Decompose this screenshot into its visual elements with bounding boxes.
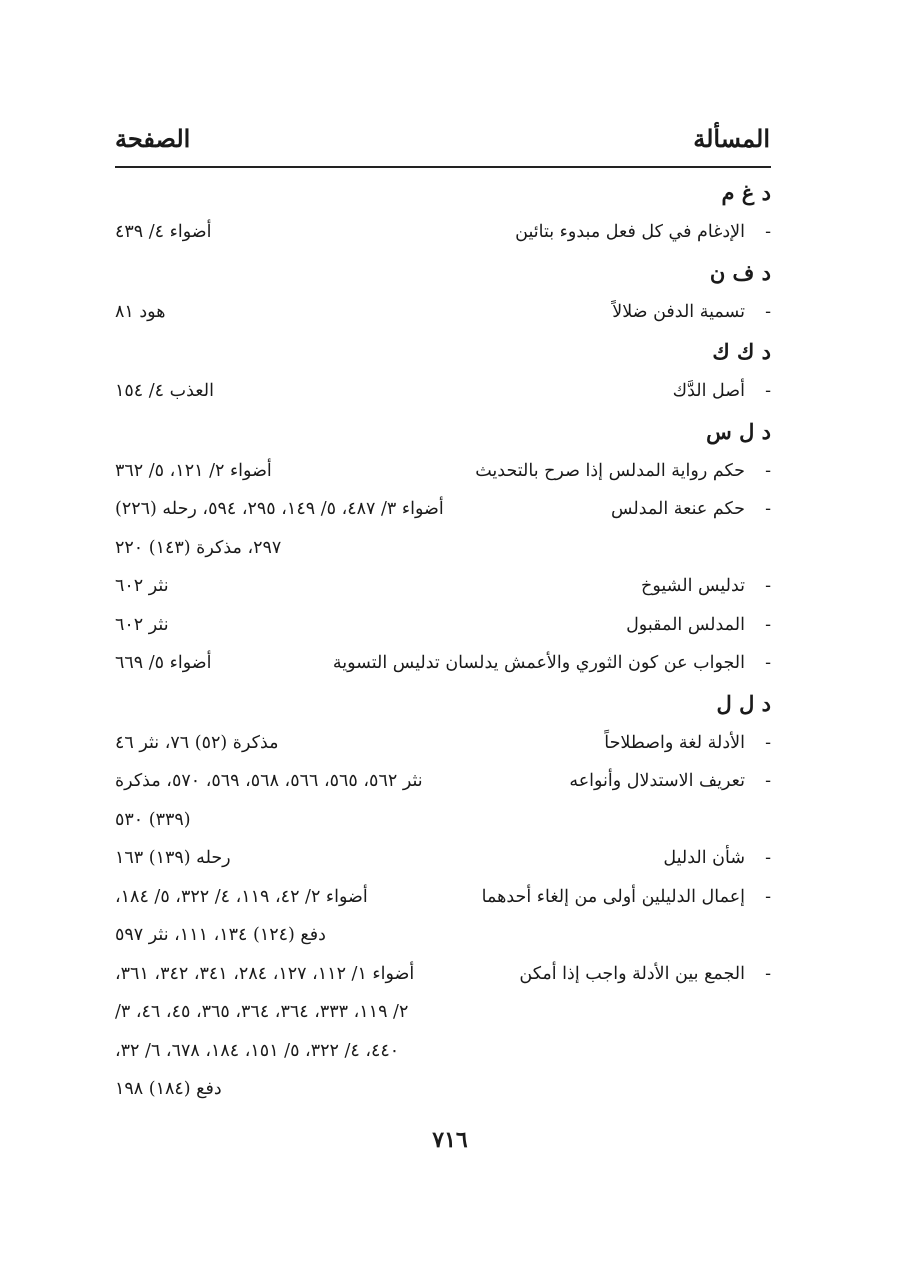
entry-reference: مذكرة (٥٢) ٧٦، نثر ٤٦ bbox=[115, 732, 279, 753]
root-heading: د ك ك bbox=[712, 339, 771, 364]
index-entry bbox=[115, 955, 771, 994]
index-entry bbox=[115, 724, 771, 763]
index-entry bbox=[115, 878, 771, 917]
index-entry bbox=[115, 839, 771, 878]
entry-reference: أضواء ٢/ ٤٢، ١١٩، ٤/ ٣٢٢، ٥/ ١٨٤، bbox=[115, 886, 368, 907]
reference-continuation bbox=[115, 801, 771, 840]
header-page-label: الصفحة bbox=[115, 124, 191, 153]
continuation-text: (٣٣٩) ٥٣٠ bbox=[115, 809, 191, 830]
entry-topic: المدلس المقبول bbox=[626, 614, 745, 635]
entry-dash: - bbox=[765, 653, 771, 673]
entry-dash: - bbox=[765, 499, 771, 519]
entry-reference: هود ٨١ bbox=[115, 301, 166, 322]
entry-topic: تعريف الاستدلال وأنواعه bbox=[569, 771, 745, 791]
entry-dash: - bbox=[765, 963, 771, 984]
page-header bbox=[115, 124, 770, 164]
index-entry bbox=[115, 490, 771, 529]
index-entry bbox=[115, 567, 771, 606]
entry-reference: العذب ٤/ ١٥٤ bbox=[115, 381, 214, 401]
entry-dash: - bbox=[765, 301, 771, 322]
entry-dash: - bbox=[765, 771, 771, 791]
header-rule bbox=[115, 166, 771, 168]
index-entry bbox=[115, 452, 771, 491]
entry-topic: الجمع بين الأدلة واجب إذا أمكن bbox=[519, 963, 745, 984]
entry-reference: أضواء ٢/ ١٢١، ٥/ ٣٦٢ bbox=[115, 460, 272, 481]
continuation-text: دفع (١٢٤) ١٣٤، ١١١، نثر ٥٩٧ bbox=[115, 925, 326, 945]
reference-continuation bbox=[115, 916, 771, 955]
index-entry bbox=[115, 372, 771, 411]
entry-topic: أصل الدَّك bbox=[672, 381, 745, 401]
index-entry bbox=[115, 644, 771, 683]
entry-topic: تسمية الدفن ضلالاً bbox=[612, 301, 745, 322]
page-number: ٧١٦ bbox=[432, 1127, 468, 1153]
continuation-text: ٢/ ١١٩، ٣٣٣، ٣٦٤، ٣٦٤، ٣٦٥، ٤٥، ٤٦، ٣/ bbox=[115, 1002, 409, 1022]
entry-reference: رحله (١٣٩) ١٦٣ bbox=[115, 848, 231, 868]
continuation-text: ٢٩٧، مذكرة (١٤٣) ٢٢٠ bbox=[115, 537, 282, 558]
entry-topic: الإدغام في كل فعل مبدوء بتائين bbox=[515, 222, 745, 242]
reference-continuation bbox=[115, 1070, 771, 1109]
entry-dash: - bbox=[765, 222, 771, 242]
root-heading: د غ م bbox=[721, 180, 771, 205]
entry-reference: أضواء ٣/ ٤٨٧، ٥/ ١٤٩، ٢٩٥، ٥٩٤، رحله (٢٢٦) bbox=[115, 499, 444, 519]
entry-reference: أضواء ١/ ١١٢، ١٢٧، ٢٨٤، ٣٤١، ٣٤٢، ٣٦١، bbox=[115, 963, 415, 984]
reference-continuation bbox=[115, 993, 771, 1032]
root-heading: د ل س bbox=[706, 418, 771, 444]
root-heading: د ف ن bbox=[709, 259, 771, 285]
entry-reference: نثر ٦٠٢ bbox=[115, 614, 169, 635]
entry-dash: - bbox=[765, 460, 771, 481]
entry-reference: نثر ٦٠٢ bbox=[115, 576, 169, 596]
index-entry bbox=[115, 606, 771, 645]
continuation-text: ٤٤٠، ٤/ ٣٢٢، ٥/ ١٥١، ١٨٤، ٦٧٨، ٦/ ٣٢، bbox=[115, 1040, 400, 1061]
entry-dash: - bbox=[765, 886, 771, 907]
index-content bbox=[115, 172, 771, 1109]
entry-reference: أضواء ٥/ ٦٦٩ bbox=[115, 653, 212, 673]
entry-dash: - bbox=[765, 614, 771, 635]
header-issue-label: المسألة bbox=[693, 124, 770, 153]
entry-topic: الأدلة لغة واصطلاحاً bbox=[604, 732, 745, 753]
entry-topic: حكم رواية المدلس إذا صرح بالتحديث bbox=[475, 460, 745, 481]
entry-reference: نثر ٥٦٢، ٥٦٥، ٥٦٦، ٥٦٨، ٥٦٩، ٥٧٠، مذكرة bbox=[115, 771, 423, 791]
entry-topic: تدليس الشيوخ bbox=[641, 576, 745, 596]
index-entry bbox=[115, 213, 771, 252]
reference-continuation bbox=[115, 1032, 771, 1071]
entry-topic: حكم عنعة المدلس bbox=[611, 499, 745, 519]
entry-dash: - bbox=[765, 576, 771, 596]
index-entry bbox=[115, 762, 771, 801]
entry-topic: شأن الدليل bbox=[663, 848, 745, 868]
entry-dash: - bbox=[765, 381, 771, 401]
entry-dash: - bbox=[765, 848, 771, 868]
root-heading: د ل ل bbox=[716, 690, 771, 716]
continuation-text: دفع (١٨٤) ١٩٨ bbox=[115, 1079, 222, 1099]
entry-dash: - bbox=[765, 732, 771, 753]
index-entry bbox=[115, 293, 771, 332]
entry-topic: الجواب عن كون الثوري والأعمش يدلسان تدليس التسوية bbox=[332, 653, 745, 673]
reference-continuation bbox=[115, 529, 771, 568]
entry-topic: إعمال الدليلين أولى من إلغاء أحدهما bbox=[481, 886, 745, 907]
entry-reference: أضواء ٤/ ٤٣٩ bbox=[115, 222, 212, 242]
